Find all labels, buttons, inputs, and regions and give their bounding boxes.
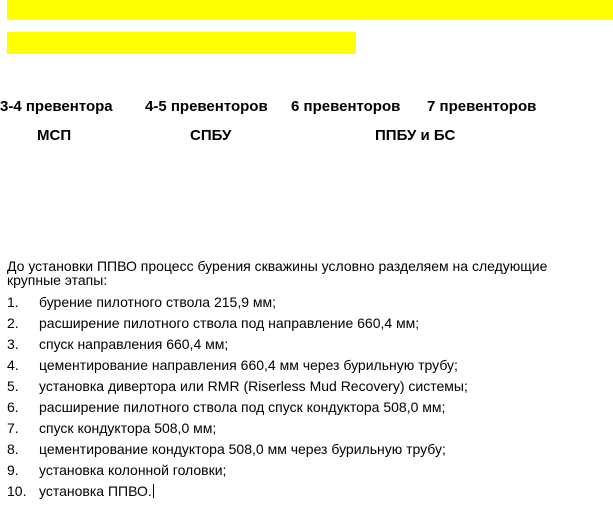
stage-list: [7, 295, 607, 505]
highlight-bar-top: [7, 0, 613, 20]
rig-type-label-2: СПБУ: [190, 127, 232, 144]
list-item: [7, 295, 607, 309]
intro-paragraph: До установки ППВО процесс бурения скважины условно разделяем на следующие крупные этапы:: [7, 258, 548, 288]
preventer-heading-3: 6 превенторов: [291, 98, 401, 115]
list-item-number: 9.: [7, 462, 19, 478]
list-item-number: 5.: [7, 378, 19, 394]
list-item-text: цементирование направления 660,4 мм через бурильную трубу;: [39, 357, 458, 373]
list-item: [7, 337, 607, 351]
list-item-number: 7.: [7, 420, 19, 436]
list-item-text: спуск направления 660,4 мм;: [39, 336, 229, 352]
list-item-text: [39, 484, 479, 498]
list-item: [7, 358, 607, 372]
list-item-number: 2.: [7, 315, 19, 331]
rig-type-label-3: ППБУ и БС: [375, 127, 456, 144]
list-item-text: бурение пилотного ствола 215,9 мм;: [39, 294, 277, 310]
list-item-text: установка колонной головки;: [39, 462, 227, 478]
list-item: [7, 463, 607, 477]
list-item: [7, 484, 607, 498]
highlight-bar-second: [7, 32, 356, 54]
rig-type-label-1: МСП: [37, 127, 72, 144]
list-item-text: установка дивертора или RMR (Riserless Mud Recovery) системы;: [39, 378, 468, 394]
list-item-text: цементирование кондуктора 508,0 мм через бурильную трубу;: [39, 441, 446, 457]
text-cursor: [153, 484, 154, 498]
list-item-number: 4.: [7, 357, 19, 373]
list-item: [7, 316, 607, 330]
list-item-number: 6.: [7, 399, 19, 415]
list-item: [7, 442, 607, 456]
list-item: [7, 421, 607, 435]
list-item: [7, 400, 607, 414]
list-item-number: 3.: [7, 336, 19, 352]
preventer-heading-1: 3-4 превентора: [0, 98, 113, 115]
list-item-text: расширение пилотного ствола под спуск кондуктора 508,0 мм;: [39, 399, 446, 415]
preventer-heading-4: 7 превенторов: [427, 98, 537, 115]
list-item-text-content: установка ППВО.: [39, 483, 152, 499]
preventer-heading-2: 4-5 превенторов: [145, 98, 268, 115]
list-item-number: 8.: [7, 441, 19, 457]
list-item-text: расширение пилотного ствола под направление 660,4 мм;: [39, 315, 420, 331]
list-item-number: 10.: [7, 483, 27, 499]
list-item-number: 1.: [7, 294, 19, 310]
list-item: [7, 379, 607, 393]
list-item-text: спуск кондуктора 508,0 мм;: [39, 420, 217, 436]
